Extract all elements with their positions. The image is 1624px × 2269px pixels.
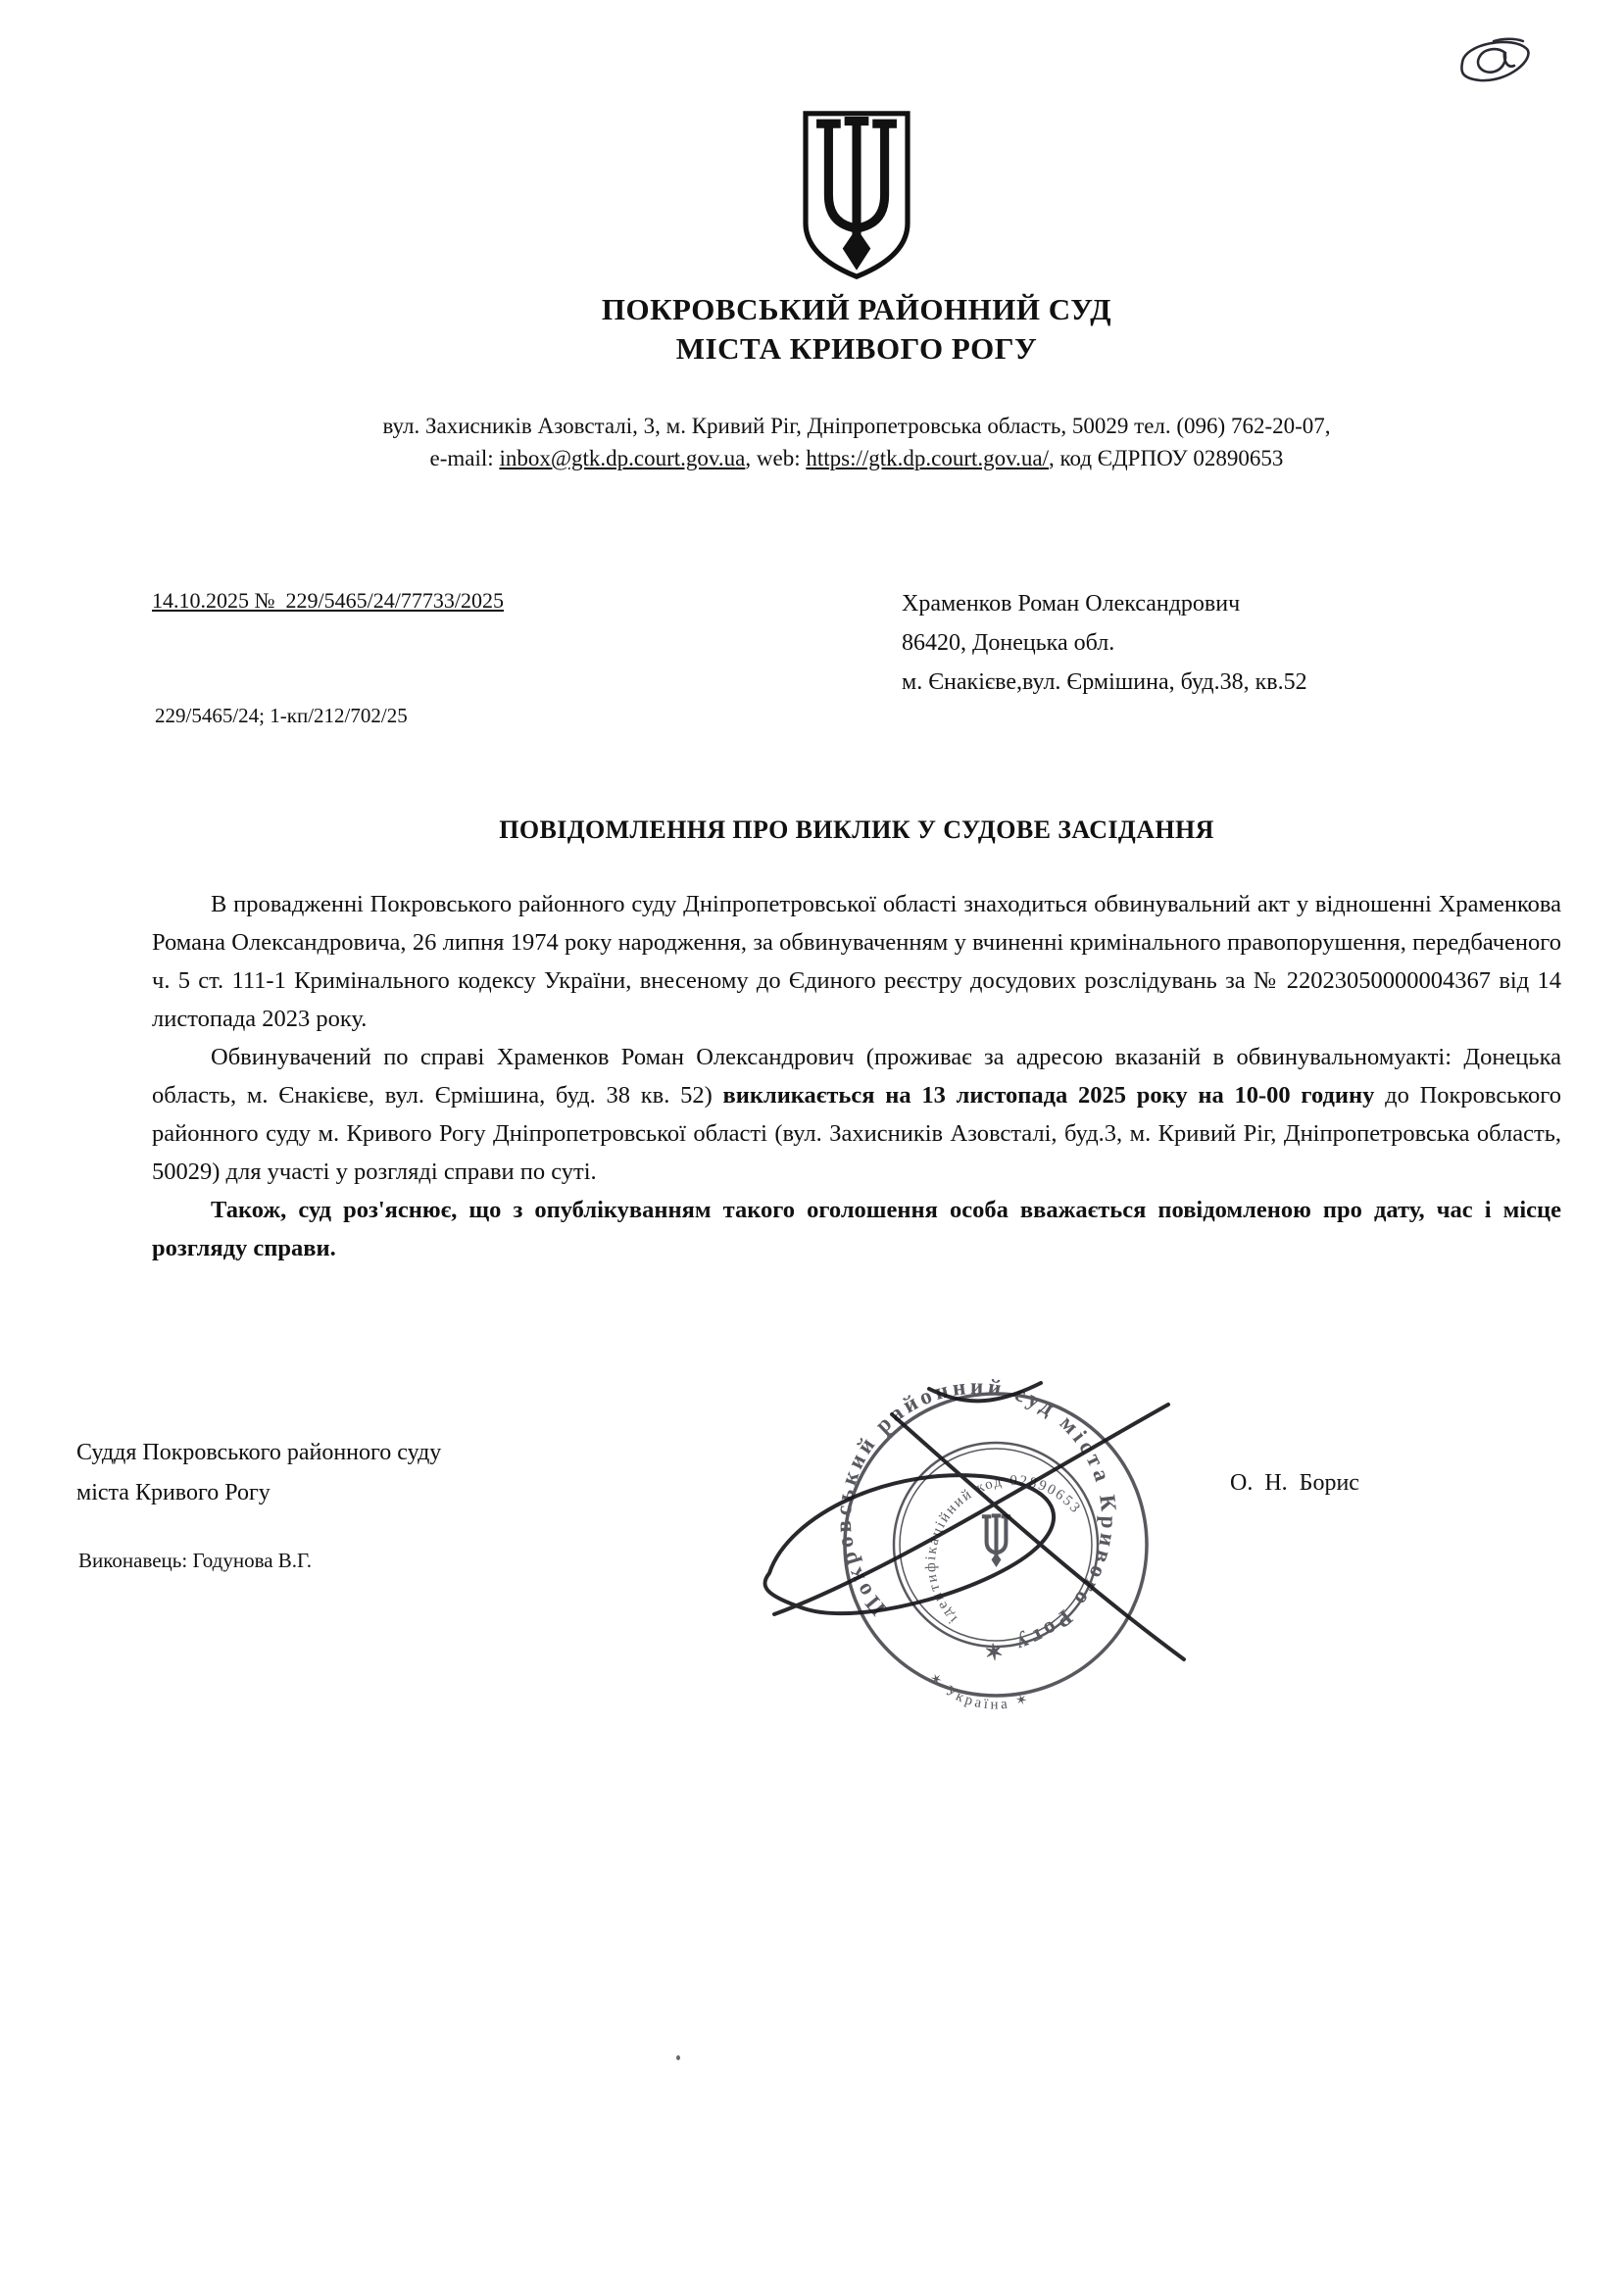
paragraph-2 [152, 1038, 1561, 1191]
email-label: e-mail: [429, 446, 500, 470]
court-email-link: inbox@gtk.dp.court.gov.ua [499, 446, 746, 470]
judge-title-line1: Суддя Покровського районного суду [76, 1440, 442, 1465]
edrpou-code: , код ЄДРПОУ 02890653 [1049, 446, 1284, 470]
outgoing-reference-number: 14.10.2025 № 229/5465/24/77733/2025 [152, 588, 504, 613]
stamp-bottom-text: ✶ Україна ✶ [925, 1670, 1033, 1713]
recipient-address-line2: м. Єнакієве,вул. Єрмішина, буд.38, кв.52 [902, 669, 1307, 695]
recipient-address-line1: 86420, Донецька обл. [902, 630, 1115, 656]
executor-line: Виконавець: Годунова В.Г. [78, 1549, 313, 1572]
ukraine-trident-emblem [791, 106, 922, 284]
court-name [152, 290, 1561, 369]
handwritten-mark [1449, 29, 1539, 94]
recipient-block [902, 584, 1307, 702]
court-address [152, 410, 1561, 474]
svg-text:Покровський районний суд міста [831, 1374, 1121, 1664]
stamp-inner-text: ідентифікаційний код 02890653 [922, 1472, 1084, 1627]
document-body [152, 885, 1561, 1267]
web-label: , web: [745, 446, 807, 470]
paragraph-2-text: Обвинувачений по справі Храменков Роман Олександрович (проживає за адресою вказаній в обвинувальномуакті: Донецька область, м. Єнакієве, вул. Єрмішина, буд. 38 кв. 52) [152, 1044, 1561, 1109]
judge-title [76, 1433, 441, 1513]
scan-speck [676, 2055, 680, 2060]
court-web-link: https://gtk.dp.court.gov.ua/ [806, 446, 1049, 470]
court-name-line1: ПОКРОВСЬКИЙ РАЙОННИЙ СУД [601, 292, 1112, 326]
paragraph-3: Також, суд роз'яснює, що з опублікуванням такого оголошення особа вважається повідомленою про дату, час і місце розгляду справи. [152, 1197, 1561, 1261]
stamp-trident-icon [984, 1515, 1009, 1567]
case-number: 229/5465/24; 1-кп/212/702/25 [155, 704, 408, 727]
judge-title-line2: міста Кривого Рогу [76, 1480, 271, 1505]
court-name-line2: МІСТА КРИВОГО РОГУ [675, 331, 1038, 366]
paragraph-1: В провадженні Покровського районного суду Дніпропетровської області знаходиться обвинувальний акт у відношенні Храменкова Романа Олександровича, 26 липня 1974 року народження, за обвинуваченням у вчиненні кримінального правопорушення, передбаченого ч. 5 ст. 111-1 Кримінального кодексу України, внесеному до Єдиного реєстру досудових розслідувань за № 22023050000004367 від 14 листопада 2023 року. [152, 891, 1561, 1032]
judge-name: О. Н. Борис [1230, 1470, 1359, 1496]
court-stamp [745, 1367, 1215, 1740]
svg-text:✶ Україна ✶ [925, 1670, 1033, 1712]
court-address-line2 [152, 442, 1561, 474]
stamp-ring-text: Покровський районний суд міста Кривого Рогу ✶ [830, 1373, 1122, 1665]
document-title: ПОВІДОМЛЕННЯ ПРО ВИКЛИК У СУДОВЕ ЗАСІДАННЯ [499, 815, 1214, 844]
recipient-name: Храменков Роман Олександрович [902, 591, 1241, 617]
court-address-line1: вул. Захисників Азовсталі, 3, м. Кривий Ріг, Дніпропетровська область, 50029 тел. (096) 762-20-07, [382, 414, 1331, 438]
summons-date-time: викликається на 13 листопада 2025 року на 10-00 годину [722, 1082, 1375, 1109]
paragraph-2-continuation: до Покровського районного суду м. Кривого Рогу Дніпропетровської області (вул. Захисників Азовсталі, буд.3, м. Кривий Ріг, Дніпропетровська область, 50029) для участі у розгляді справи по суті. [152, 1082, 1561, 1185]
